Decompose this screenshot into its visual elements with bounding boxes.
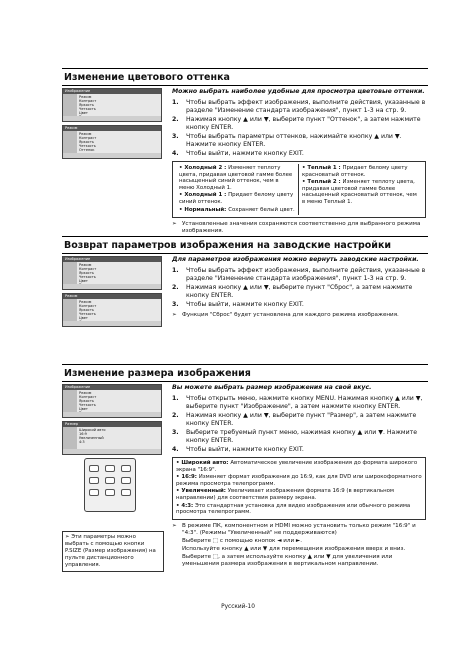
tv-menu-row: 16:9 xyxy=(79,432,87,436)
tv-menu-illustrations-3 xyxy=(62,384,162,512)
instruction-step: 3. Выберите требуемый пункт меню, нажимая кнопку ▲ или ▼. Нажмите кнопку ENTER. xyxy=(172,429,418,444)
section-title-picture-size: Изменение размера изображения xyxy=(62,364,428,382)
tv-menu-row: Четкость xyxy=(79,144,96,148)
option-description: • Теплый 2 : Изменяет теплоту цвета, придавая цветовой гамме более насыщенный красноватый оттенок, чем в меню Теплый 1. xyxy=(302,179,417,205)
note: Используйте кнопку ▲ или ▼ для перемещения изображения вверх и вниз. xyxy=(182,545,406,552)
tv-menu-row: Четкость xyxy=(79,275,96,279)
option-description: • Увеличенный: Увеличивает изображения формата 16:9 (в вертикальном направлении) для соответствия размеру экрана. xyxy=(176,488,395,501)
section-title-reset: Возврат параметров изображения на заводские настройки xyxy=(62,236,428,254)
instruction-step: 4. Чтобы выйти, нажмите кнопку EXIT. xyxy=(172,446,304,453)
size-options-box xyxy=(172,457,426,520)
tv-menu-row: Режим xyxy=(79,263,92,267)
tv-menu-illustrations-1 xyxy=(62,88,162,162)
tv-menu-row: Контраст xyxy=(79,99,97,103)
tv-menu-row: Яркость xyxy=(79,308,94,312)
note: Выберите ⬚, а затем используйте кнопку ▲ или ▼ для увеличения или уменьшения размера изображения в вертикальном направлении. xyxy=(182,553,393,567)
instruction-step: 3. Чтобы выйти, нажмите кнопку EXIT. xyxy=(172,301,304,308)
note: ➢ Установленные значения сохраняются соответственно для выбранного режима изображения. xyxy=(172,221,421,235)
tv-menu-row: Контраст xyxy=(79,395,97,399)
tv-menu-row: Яркость xyxy=(79,271,94,275)
lead-text: Вы можете выбрать размер изображения на свой вкус. xyxy=(172,384,372,391)
instruction-step: 3. Чтобы выбрать параметры оттенков, нажимайте кнопку ▲ или ▼. Нажмите кнопку ENTER. xyxy=(172,133,402,148)
tv-menu-row: Режим xyxy=(79,300,92,304)
tv-menu-row: Увеличенный xyxy=(79,436,104,440)
tv-menu-screen: Изображение Режим Контраст Яркость Четкость Цвет xyxy=(62,256,162,290)
option-description: • Нормальный: Сохраняет белый цвет. xyxy=(179,206,295,213)
tv-menu-row: Четкость xyxy=(79,312,96,316)
tv-menu-row: 4:3 xyxy=(79,440,85,444)
tv-menu-row: Оттенок xyxy=(79,148,95,152)
remote-tip-box: ➢ Эти параметры можно выбрать с помощью кнопки P.SIZE (Размер изображения) на пульте дистанционного управления. xyxy=(62,531,164,572)
tv-menu-row: Четкость xyxy=(79,107,96,111)
tv-menu-screen: Изображение Режим Контраст Яркость Четкость Цвет xyxy=(62,88,162,122)
tv-menu-row: Яркость xyxy=(79,140,94,144)
tv-menu-row: Контраст xyxy=(79,136,97,140)
instruction-step: 2. Нажимая кнопку ▲ или ▼, выберите пункт "Оттенок", а затем нажмите кнопку ENTER. xyxy=(172,116,421,131)
instruction-step: 2. Нажимая кнопку ▲ или ▼, выберите пункт "Сброс", а затем нажмите кнопку ENTER. xyxy=(172,284,413,299)
lead-text: Для параметров изображения можно вернуть заводские настройки. xyxy=(172,256,419,263)
tv-menu-row: Режим xyxy=(79,95,92,99)
instruction-step: 4. Чтобы выйти, нажмите кнопку EXIT. xyxy=(172,150,304,157)
option-description: • 16:9: Изменяет формат изображения до 16:9, как для DVD или широкоформатного режима просмотра телепрограмм. xyxy=(176,474,422,487)
tv-menu-screen: Режим Режим Контраст Яркость Четкость Цвет xyxy=(62,293,162,327)
option-description: • Широкий авто: Автоматическое увеличение изображения до формата широкого экрана "16:9". xyxy=(176,460,418,473)
option-description: • Холодный 2 : Изменяет теплоту цвета, придавая цветовой гамме более насыщенный синий оттенок, чем в меню Холодный 1. xyxy=(179,165,293,191)
tv-menu-row: Яркость xyxy=(79,103,94,107)
note: Выберите ⬚ с помощью кнопок ◄ или ►. xyxy=(182,537,302,544)
lead-text: Можно выбрать наиболее удобные для просмотра цветовые оттенки. xyxy=(172,88,425,95)
tv-menu-row: Цвет xyxy=(79,316,88,320)
tv-menu-row: Режим xyxy=(79,391,92,395)
option-description: • 4:3: Это стандартная установка для видео изображения или обычного режима просмотра телепрограмм. xyxy=(176,502,411,516)
tv-menu-screen: Размер Широкий авто 16:9 Увеличенный 4:3 xyxy=(62,421,162,455)
section-3-body xyxy=(172,384,426,568)
section-title-color-tone: Изменение цветового оттенка xyxy=(62,68,428,86)
tv-menu-screen: Изображение Режим Контраст Яркость Четкость Цвет xyxy=(62,384,162,418)
tv-menu-row: Широкий авто xyxy=(79,428,106,432)
section-1-body xyxy=(172,88,426,235)
tv-menu-illustrations-2 xyxy=(62,256,162,330)
tv-menu-row: Четкость xyxy=(79,403,96,407)
remote-control-illustration xyxy=(84,458,136,512)
tv-menu-row: Цвет xyxy=(79,407,88,411)
tv-menu-screen: Режим Режим Контраст Яркость Четкость Оттенок xyxy=(62,125,162,159)
option-description: • Холодный 1 : Придает белому цвету синий оттенок. xyxy=(179,192,294,205)
note: ➢ В режиме ПК, компонентном и HDMI можно установить только режим "16:9" и "4:3". (Режимы "Увеличенный" не поддерживаются) xyxy=(172,522,416,536)
option-description: • Теплый 1 : Придает белому цвету красноватый оттенок. xyxy=(302,165,408,178)
instruction-step: 1. Чтобы открыть меню, нажмите кнопку MENU. Нажимая кнопку ▲ или ▼, выберите пункт "Изображение", а затем нажмите кнопку ENTER. xyxy=(172,395,423,410)
tv-menu-row: Цвет xyxy=(79,279,88,283)
instruction-step: 1. Чтобы выбрать эффект изображения, выполните действия, указанные в разделе "Изменение стандарта изображения", пункт 1-3 на стр. 9. xyxy=(172,267,426,282)
tv-menu-row: Контраст xyxy=(79,267,97,271)
note: ➢ Функция "Сброс" будет установлена для каждого режима изображения. xyxy=(172,312,399,318)
page-number: Русский-10 xyxy=(221,604,255,610)
note-icon: ➢ xyxy=(65,534,72,540)
tv-menu-row: Яркость xyxy=(79,399,94,403)
section-2-body xyxy=(172,256,426,319)
tv-menu-row: Контраст xyxy=(79,304,97,308)
tv-menu-row: Цвет xyxy=(79,111,88,115)
instruction-step: 2. Нажимая кнопку ▲ или ▼, выберите пункт "Размер", а затем нажмите кнопку ENTER. xyxy=(172,412,417,427)
instruction-step: 1. Чтобы выбрать эффект изображения, выполните действия, указанные в разделе "Изменение стандарта изображения", пункт 1-3 на стр. 9. xyxy=(172,99,426,114)
tv-menu-row: Режим xyxy=(79,132,92,136)
tone-options-box xyxy=(172,161,426,218)
